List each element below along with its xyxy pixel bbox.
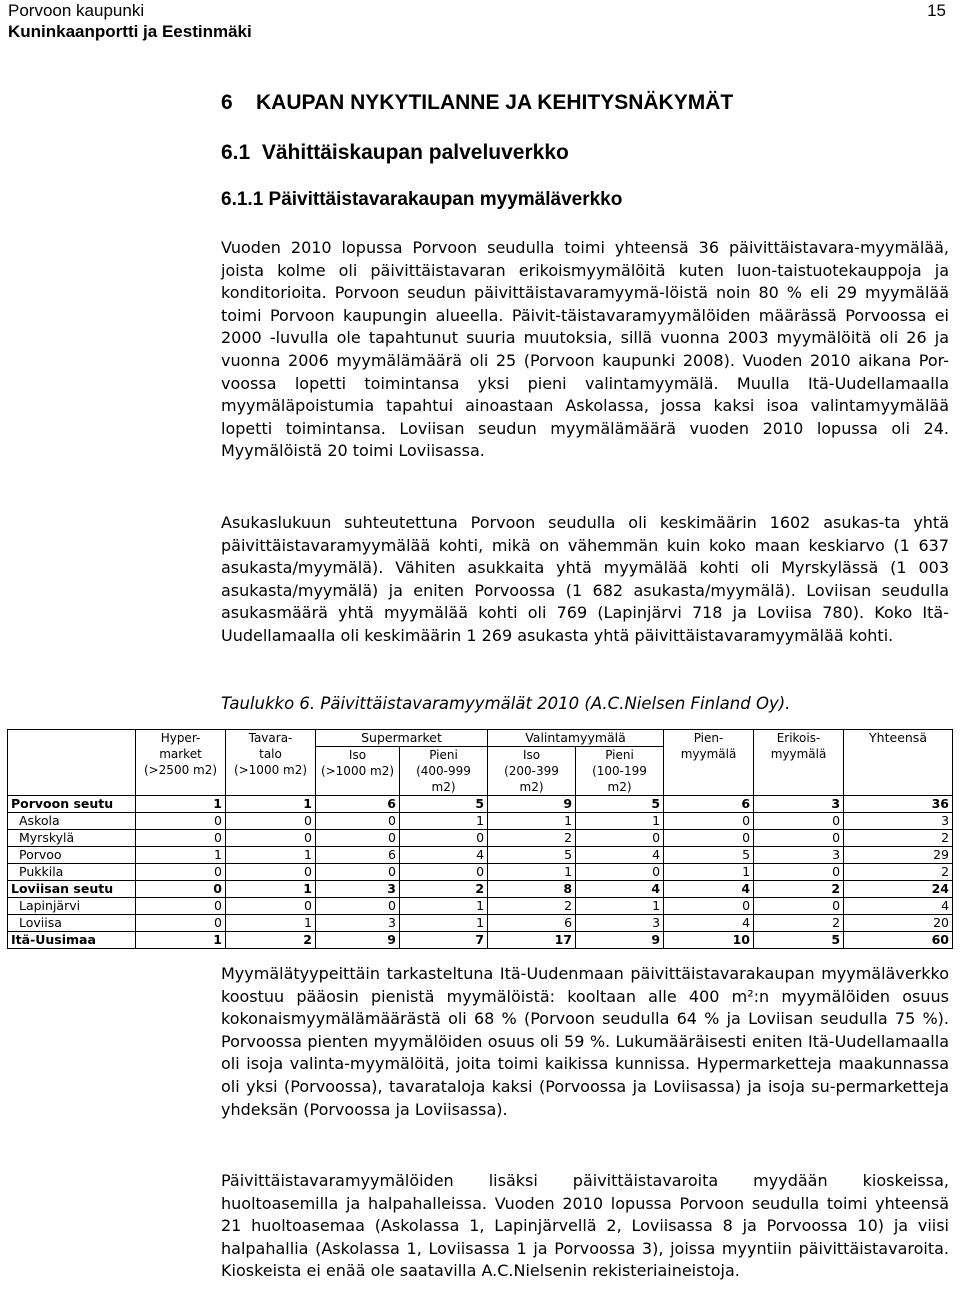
header-self-service: Valintamyymälä <box>488 730 664 747</box>
value-cell: 3 <box>754 796 844 813</box>
header-department-store <box>226 730 316 796</box>
value-cell: 1 <box>226 881 316 898</box>
value-cell: 29 <box>844 847 953 864</box>
table-caption: Taulukko 6. Päivittäistavaramyymälät 2010 (A.C.Nielsen Finland Oy). <box>221 694 791 713</box>
value-cell: 2 <box>488 898 576 915</box>
value-cell: 2 <box>400 881 488 898</box>
value-cell: 3 <box>316 881 400 898</box>
header-hypermarket <box>136 730 226 796</box>
value-cell: 3 <box>316 915 400 932</box>
value-cell: 2 <box>844 864 953 881</box>
table-row <box>8 932 953 949</box>
header-valinta-small <box>576 747 664 796</box>
value-cell: 0 <box>226 898 316 915</box>
value-cell: 5 <box>664 847 754 864</box>
region-name-cell: Itä-Uusimaa <box>8 932 136 949</box>
value-cell: 3 <box>576 915 664 932</box>
value-cell: 60 <box>844 932 953 949</box>
value-cell: 1 <box>488 813 576 830</box>
header-tava-l2: talo <box>259 747 282 761</box>
table-row <box>8 898 953 915</box>
header-project: Kuninkaanportti ja Eestinmäki <box>8 22 252 41</box>
value-cell: 4 <box>664 915 754 932</box>
value-cell: 9 <box>488 796 576 813</box>
value-cell: 5 <box>400 796 488 813</box>
value-cell: 1 <box>136 932 226 949</box>
value-cell: 1 <box>576 898 664 915</box>
value-cell: 10 <box>664 932 754 949</box>
value-cell: 7 <box>400 932 488 949</box>
p3-text: Myymälätyypeittäin tarkasteltuna Itä-Uudenmaan päivittäistavarakaupan myymäläverkko koostuu pääosin pienistä myymälöistä: kooltaan alle 400 m²:n myymälöiden osuus kokonaismyymälämäärästä oli 68 % (Porvoon seudulla 64 % ja Loviisan seudulla 75 %). Porvoossa pienten myymälöiden osuus oli 59 %. Lukumääräisesti eniten Itä-Uudellamaalla oli isoja valinta-myymälöitä, joita toimi kaikissa kunnissa. Hypermarketteja maakunnassa oli yksi (Porvoossa), tavarataloja kaksi (Porvoossa ja Loviisassa) ja isoja su-permarketteja yhdeksän (Porvoossa ja Loviisassa). <box>221 964 949 1119</box>
subsection-heading: 6.1.1 Päivittäistavarakaupan myymäläverkko <box>221 189 623 210</box>
chapter-heading: 6 KAUPAN NYKYTILANNE JA KEHITYSNÄKYMÄT <box>221 91 734 114</box>
region-name-cell: Loviisan seutu <box>8 881 136 898</box>
value-cell: 1 <box>226 915 316 932</box>
value-cell: 8 <box>488 881 576 898</box>
value-cell: 2 <box>844 830 953 847</box>
table-row <box>8 830 953 847</box>
value-cell: 4 <box>576 847 664 864</box>
value-cell: 0 <box>136 830 226 847</box>
value-cell: 0 <box>316 898 400 915</box>
value-cell: 6 <box>488 915 576 932</box>
value-cell: 9 <box>576 932 664 949</box>
value-cell: 0 <box>576 830 664 847</box>
value-cell: 2 <box>754 881 844 898</box>
value-cell: 0 <box>316 864 400 881</box>
value-cell: 4 <box>664 881 754 898</box>
header-hyper-l1: Hyper- <box>160 731 201 745</box>
value-cell: 1 <box>576 813 664 830</box>
table-row <box>8 796 953 813</box>
header-tava-l3: (>1000 m2) <box>233 763 308 777</box>
value-cell: 5 <box>576 796 664 813</box>
value-cell: 2 <box>754 915 844 932</box>
value-cell: 0 <box>226 830 316 847</box>
value-cell: 1 <box>136 847 226 864</box>
header-super-small-label: Pieni <box>429 748 458 762</box>
value-cell: 36 <box>844 796 953 813</box>
header-super-large-label: Iso <box>348 748 367 762</box>
table-header-row <box>8 730 953 747</box>
value-cell: 0 <box>754 813 844 830</box>
value-cell: 3 <box>754 847 844 864</box>
value-cell: 24 <box>844 881 953 898</box>
table-row <box>8 881 953 898</box>
header-small-store <box>664 730 754 796</box>
value-cell: 9 <box>316 932 400 949</box>
header-city: Porvoon kaupunki <box>8 1 145 20</box>
value-cell: 0 <box>400 864 488 881</box>
header-erik-l2: myymälä <box>770 747 827 761</box>
page-header <box>8 0 252 42</box>
value-cell: 0 <box>576 864 664 881</box>
value-cell: 0 <box>754 898 844 915</box>
table-row <box>8 847 953 864</box>
value-cell: 0 <box>400 830 488 847</box>
paragraph-store-network: Vuoden 2010 lopussa Porvoon seudulla toimi yhteensä 36 päivittäistavara-myymälää, joista kolme oli päivittäistavaran erikoismyymälöitä kuten luon-taistuotekauppoja ja konditorioita. Porvoon seudun päivittäistavaramyymä-löistä noin 80 % eli 29 myymälää toimi Porvoon kaupungin alueella. Päivit-täistavaramyymälöiden määrässä Porvoossa ei 2000 -luvulla ole tapahtunut suuria muutoksia, sillä vuonna 2003 myymälöitä oli 26 ja vuonna 2006 myymälämäärä oli 25 (Porvoon kaupunki 2008). Vuoden 2010 aikana Por-voossa lopetti toimintansa yksi pieni valintamyymälä. Muulla Itä-Uudellamaalla myymäläpoistumia tapahtui ainoastaan Askolassa, jossa kaksi isoa valintamyymälää lopetti toimintansa. Loviisan seudun myymälämäärä vuoden 2010 lopussa oli 24. Myymälöistä 20 toimi Loviisassa. <box>221 238 949 461</box>
table-row <box>8 915 953 932</box>
value-cell: 5 <box>754 932 844 949</box>
paragraph-residents-per-store: Asukaslukuun suhteutettuna Porvoon seudulla oli keskimäärin 1602 asukas-ta yhtä päivittäistavaramyymälää kohti, mikä on vähemmän kuin koko maan keskiarvo (1 637 asukasta/myymälä). Vähiten asukkaita yhtä myymälää kohti oli Myrskylässä (1 003 asukasta/myymälä) ja eniten Porvoossa (1 682 asukasta/myymälä). Loviisan seudulla asukasmäärä yhtä myymälää kohti oli 769 (Lapinjärvi 718 ja Loviisa 780). Koko Itä-Uudellamaalla oli keskimäärin 1 269 asukasta yhtä päivittäistavaramyymälää kohti. <box>221 513 949 645</box>
header-valinta-small-size: (100-199 m2) <box>592 764 647 794</box>
value-cell: 20 <box>844 915 953 932</box>
value-cell: 0 <box>754 830 844 847</box>
region-name-cell: Lapinjärvi <box>8 898 136 915</box>
value-cell: 0 <box>136 881 226 898</box>
region-name-cell: Myrskylä <box>8 830 136 847</box>
header-pien-l1: Pien- <box>693 731 724 745</box>
value-cell: 6 <box>664 796 754 813</box>
region-name-cell: Loviisa <box>8 915 136 932</box>
value-cell: 1 <box>136 796 226 813</box>
value-cell: 0 <box>136 898 226 915</box>
value-cell: 0 <box>136 864 226 881</box>
value-cell: 0 <box>136 915 226 932</box>
header-supermarket: Supermarket <box>316 730 488 747</box>
value-cell: 0 <box>664 898 754 915</box>
header-valinta-large-label: Iso <box>522 748 541 762</box>
value-cell: 0 <box>316 830 400 847</box>
region-name-cell: Porvoon seutu <box>8 796 136 813</box>
value-cell: 6 <box>316 796 400 813</box>
paragraph-store-types <box>221 963 949 1121</box>
header-erik-l1: Erikois- <box>776 731 821 745</box>
header-super-large <box>316 747 400 796</box>
paragraph-other-outlets: Päivittäistavaramyymälöiden lisäksi päivittäistavaroita myydään kioskeissa, huoltoasemilla ja halpahalleissa. Vuoden 2010 lopussa Porvoon seudulla toimi yhteensä 21 huoltoasemaa (Askolassa 1, Lapinjärvellä 2, Loviisassa 8 ja Porvoossa 10) ja viisi halpahallia (Askolassa 1, Loviisassa 1 ja Porvoossa 3), joissa myyntiin päivittäistavaroita. Kioskeista ei enää ole saatavilla A.C.Nielsenin rekisteriaineistoja. <box>221 1171 949 1281</box>
value-cell: 0 <box>316 813 400 830</box>
section-heading: 6.1 Vähittäiskaupan palveluverkko <box>221 141 569 164</box>
header-super-large-size: (>1000 m2) <box>320 764 395 778</box>
value-cell: 3 <box>844 813 953 830</box>
value-cell: 0 <box>136 813 226 830</box>
value-cell: 1 <box>226 796 316 813</box>
value-cell: 0 <box>664 830 754 847</box>
header-valinta-small-label: Pieni <box>605 748 634 762</box>
value-cell: 1 <box>664 864 754 881</box>
table-row <box>8 864 953 881</box>
value-cell: 2 <box>488 830 576 847</box>
value-cell: 1 <box>226 847 316 864</box>
header-super-small <box>400 747 488 796</box>
value-cell: 0 <box>754 864 844 881</box>
value-cell: 1 <box>488 864 576 881</box>
header-valinta-large <box>488 747 576 796</box>
value-cell: 0 <box>226 813 316 830</box>
page-number: 15 <box>927 1 946 20</box>
value-cell: 4 <box>576 881 664 898</box>
value-cell: 1 <box>400 898 488 915</box>
table-row <box>8 813 953 830</box>
value-cell: 2 <box>226 932 316 949</box>
value-cell: 0 <box>226 864 316 881</box>
value-cell: 4 <box>844 898 953 915</box>
header-hyper-l2: market <box>159 747 202 761</box>
header-super-small-size: (400-999 m2) <box>416 764 471 794</box>
table-body <box>8 796 953 949</box>
header-tava-l1: Tavara- <box>248 731 293 745</box>
header-pien-l2: myymälä <box>680 747 737 761</box>
region-name-cell: Askola <box>8 813 136 830</box>
value-cell: 1 <box>400 813 488 830</box>
value-cell: 1 <box>400 915 488 932</box>
value-cell: 17 <box>488 932 576 949</box>
value-cell: 6 <box>316 847 400 864</box>
value-cell: 4 <box>400 847 488 864</box>
value-cell: 0 <box>664 813 754 830</box>
grocery-stores-table <box>7 729 953 949</box>
value-cell: 5 <box>488 847 576 864</box>
header-hyper-l3: (>2500 m2) <box>143 763 218 777</box>
header-region <box>8 730 136 796</box>
region-name-cell: Porvoo <box>8 847 136 864</box>
region-name-cell: Pukkila <box>8 864 136 881</box>
header-specialty-store <box>754 730 844 796</box>
header-valinta-large-size: (200-399 m2) <box>504 764 559 794</box>
header-total: Yhteensä <box>844 730 953 796</box>
